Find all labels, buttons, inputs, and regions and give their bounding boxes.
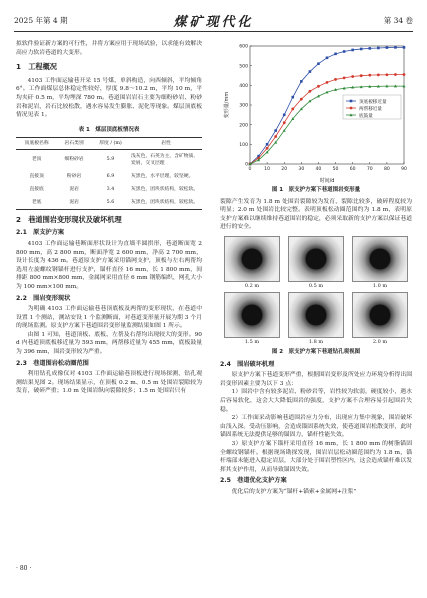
chart-svg [220, 40, 412, 186]
table-cell: 灰黑色，团块状结构，较松软。 [130, 196, 202, 210]
borehole-item [288, 236, 344, 290]
legend-label: 顶底板移近量 [359, 99, 387, 105]
table-header: 厚度 / (m) [91, 137, 130, 149]
table-row [16, 149, 202, 170]
data-point [377, 74, 380, 77]
borehole-image [224, 236, 280, 282]
borehole-label: 0.5 m [308, 282, 324, 289]
table-cell: 直接底 [29, 186, 44, 192]
table-cell: 细粉砂岩 [64, 157, 84, 163]
data-point [309, 70, 312, 73]
section-2-3-title: 2.3 巷道围岩松动圈范围 [16, 359, 89, 367]
section-2-4-title: 2.4 围岩破坏机理 [220, 360, 275, 368]
data-point [308, 90, 311, 93]
borehole-label: 2.0 m [372, 338, 388, 345]
y-tick-label: 400 [239, 83, 248, 89]
x-tick-label: 90 [401, 167, 407, 172]
left-column [16, 40, 202, 396]
data-point [343, 50, 346, 53]
journal-volume: 第 34 卷 [383, 16, 413, 25]
section-2-2-title: 2.2 围岩变形现状 [16, 294, 71, 302]
section-1-paragraph: 4103 工作面运输巷开采 15 号煤，单斜构造，向西倾斜，平均倾角 6°。工作面煤层总体稳定性较好，厚度 9.8～10.2 m，平均 10 m，平均夹矸 0.5 m，平均埋深 780 m。巷道围岩岩石主要为细粉砂岩、粉砂岩和泥岩，岩石比较松散，遇水容易发生膨胀、泥化等现象。煤层顶底板情况见表 1。 [16, 77, 202, 119]
data-point [274, 135, 277, 138]
figure-1 [220, 40, 412, 195]
x-tick-label: 40 [315, 167, 322, 172]
borehole-image [352, 236, 408, 282]
borehole-image [352, 292, 408, 338]
section-2-4-point-1: 1）围岩中含有较多泥岩、粉砂岩等，岩性较为软弱，硬度较小，遇水后容易软化，这会大大降低围岩的强度，支护方案不合理容易引起围岩失稳。 [220, 389, 412, 413]
y-tick-label: 600 [239, 44, 248, 50]
legend-label: 两帮移近量 [359, 106, 382, 112]
table-cell: 灰黑色，团块状结构，较松软。 [131, 186, 199, 192]
data-point [360, 48, 363, 51]
table-caption: 表 1 煤层顶底板情况表 [78, 126, 140, 133]
table-row [16, 196, 202, 210]
table-cell: 5.9 [106, 157, 115, 163]
borehole-label: 1.8 m [308, 338, 324, 345]
data-point [368, 74, 371, 77]
borehole-item [288, 292, 344, 346]
data-point [283, 121, 286, 124]
legend-label: 底鼓量 [359, 113, 373, 119]
data-point [386, 46, 389, 49]
intro-paragraph: 拟软件验证新方案的可行性，并将方案应用于现场试验，以求能有效解决高应力软岩巷道的大变形。 [16, 41, 202, 56]
borehole-label: 1.0 m [372, 282, 388, 289]
right-top-paragraph: 裂隙产生发育为 1.8 m 处围岩裂隙较为发育，裂隙比较多，破碎程度较为明显；2.0 m 处围岩比较完整。表明顶板松动圈范围约为 1.8 m，表明原支护方案难以继续维持巷道围岩的稳定，必须采取新的支护方案以保证巷道进行的安全。 [220, 198, 412, 231]
series-line-2 [250, 75, 404, 164]
data-point [291, 108, 294, 111]
borehole-label: 1.5 m [244, 338, 260, 345]
data-point [266, 143, 269, 146]
table-cell: 直接顶 [29, 173, 44, 179]
section-2-4-intro: 原支护方案下巷道变形严重，根据围岩变形及所处应力环境分析得出围岩变形因素主要为以下 3 点： [220, 372, 412, 387]
data-point [385, 73, 388, 76]
x-tick-label: 10 [264, 167, 271, 172]
y-tick-label: 200 [239, 123, 248, 129]
data-point [377, 47, 380, 50]
figure-1-caption: 图 1 原支护方案下巷道围岩变形量 [271, 187, 361, 193]
section-2-4-point-2: 2）工作面采动影响巷道围岩应力分布，出现应力集中现象，围岩破坏由浅入深。受动压影响，会造成锚固系统失效，使巷道围岩松散变形，此时锚固系统无法提供足够的锚固力，锚杆性能失效。 [220, 415, 412, 439]
section-2-2-paragraph-2: 由图 1 可知，巷道顶板、底板、左帮及右帮均出现较大的变形。90 d 内巷道顶底板移近量为 593 mm，两帮移近量为 455 mm，底板鼓量为 396 mm，围岩变形较为严重。 [16, 331, 202, 356]
table-cell: 老底 [16, 196, 57, 210]
x-axis-label: 时间/d [319, 178, 335, 184]
section-2-4-point-3: 3）原支护方案下锚杆采用直径 16 mm，长 1 800 mm 的树脂锚固全螺纹钢锚杆。根据现场勘探发现，围岩岩层松动圈范围约为 1.8 m，锚杆端部未能进入稳定岩层，大部分处于围岩塑性区内，这会造成锚杆难以发挥其支护作用，从而导致锚固失效。 [220, 440, 412, 473]
data-point [326, 57, 329, 60]
data-point [274, 129, 277, 132]
x-tick-label: 50 [332, 167, 339, 172]
data-point [403, 73, 406, 76]
data-point [300, 98, 303, 101]
right-column [220, 40, 412, 496]
borehole-item [352, 236, 408, 290]
x-tick-label: 80 [383, 167, 390, 172]
section-1-title: 1 工程概况 [16, 62, 57, 72]
y-axis-label: 变形量/mm [224, 91, 230, 119]
section-2-1-title: 2.1 原支护方案 [16, 229, 65, 237]
section-2-5-paragraph: 优化后的支护方案为“锚杆+锚索+金属网+注浆” [231, 488, 357, 495]
journal-issue: 2025 年第 4 期 [14, 16, 68, 25]
data-point [300, 80, 303, 83]
page-header [14, 10, 413, 32]
x-tick-label: 20 [281, 167, 288, 172]
y-tick-label: 300 [239, 103, 248, 109]
data-point [394, 73, 397, 76]
table-cell: 5.6 [91, 196, 130, 210]
data-point [394, 46, 397, 49]
borehole-grid [220, 236, 412, 346]
data-point [360, 74, 363, 77]
data-point [368, 47, 371, 50]
data-point [351, 49, 354, 52]
y-tick-label: 100 [239, 142, 248, 148]
x-tick-label: 0 [248, 167, 252, 172]
borehole-image [288, 292, 344, 338]
borehole-image [288, 236, 344, 282]
borehole-item [224, 292, 280, 346]
section-2-title: 2 巷道围岩变形现状及破坏机理 [16, 214, 122, 224]
data-point [334, 53, 337, 56]
data-point [266, 147, 269, 150]
section-2-1-paragraph: 4103 工作面运输巷断面形状设计为直墙半圆拱形，巷道断面宽 2 800 mm，高 2 800 mm，断面净宽 2 600 mm，净高 2 700 mm，设计长度为 436 m。巷道原支护方案采用锚网支护，顶板与左右两帮均选用左旋螺纹钢锚杆进行支护，锚杆直径 16 mm，长 1 800 mm，间排距 800 mm×800 mm，金属网采用直径 6 mm 钢筋编织，网孔大小为 100 mm×100 mm。 [16, 240, 202, 290]
legend-marker [350, 100, 353, 103]
borehole-image [224, 292, 280, 338]
table-row [16, 170, 202, 183]
table-cell: 老顶 [31, 157, 42, 163]
data-point [351, 75, 354, 78]
table-cell: 3.4 [106, 186, 115, 192]
borehole-item [224, 236, 280, 290]
page-number: · 80 · [16, 565, 32, 572]
data-point [317, 85, 320, 88]
section-2-2-paragraph-1: 为明确 4103 工作面运输巷巷顶底板及两帮的变形现状，在巷道中设置 1 个测站，测站安设 1 个监测断面，对巷道变形量开展为期 3 个月的现场监测。原支护方案下巷道围岩变形量监测结果如图 1 所示。 [16, 306, 202, 330]
borehole-label: 0.2 m [244, 282, 260, 289]
y-tick-label: 0 [245, 162, 248, 168]
table-cell: 粉砂岩 [66, 173, 82, 179]
data-point [326, 81, 329, 84]
table-header: 顶底板名称 [16, 137, 57, 149]
deformation-chart [220, 40, 412, 186]
y-tick-label: 500 [239, 64, 248, 70]
journal-title: 煤矿现代化 [173, 15, 254, 30]
section-2-3-paragraph: 利用钻孔成像仪对 4103 工作面运输巷顶板进行现场探测，钻孔观测结果见图 2。现场结果显示，在顶板 0.2 m、0.5 m 处围岩裂隙较为发育，破碎严重；1.0 m 处围岩纵向裂隙较多；1.5 m 处围岩只有 [16, 371, 202, 395]
table-cell: 6.9 [106, 173, 115, 179]
table-cell: 灰黑色，水平层理，较坚硬。 [131, 173, 194, 179]
table-cell: 泥岩 [57, 196, 91, 210]
table-header: 岩性 [130, 137, 202, 149]
data-point [291, 96, 294, 99]
x-tick-label: 70 [366, 167, 373, 172]
section-2-5-title: 2.5 巷道优化支护方案 [220, 477, 287, 485]
data-point [343, 76, 346, 79]
table-cell: 泥岩 [69, 186, 79, 192]
roof-floor-table [16, 123, 202, 210]
x-tick-label: 30 [298, 167, 305, 172]
legend-marker [350, 107, 353, 110]
data-point [283, 114, 286, 117]
x-tick-label: 60 [349, 167, 356, 172]
data-point [403, 46, 406, 49]
data-point [334, 78, 337, 81]
figure-2-caption: 图 2 原支护方案下巷道钻孔观视图 [271, 348, 361, 355]
table-cell: 浅灰色，石英为主，含矿物质、炭屑，交叉层理 [131, 153, 199, 166]
data-point [317, 62, 320, 65]
table-row [16, 183, 202, 196]
table-header: 岩石类别 [57, 137, 91, 149]
borehole-item [352, 292, 408, 346]
